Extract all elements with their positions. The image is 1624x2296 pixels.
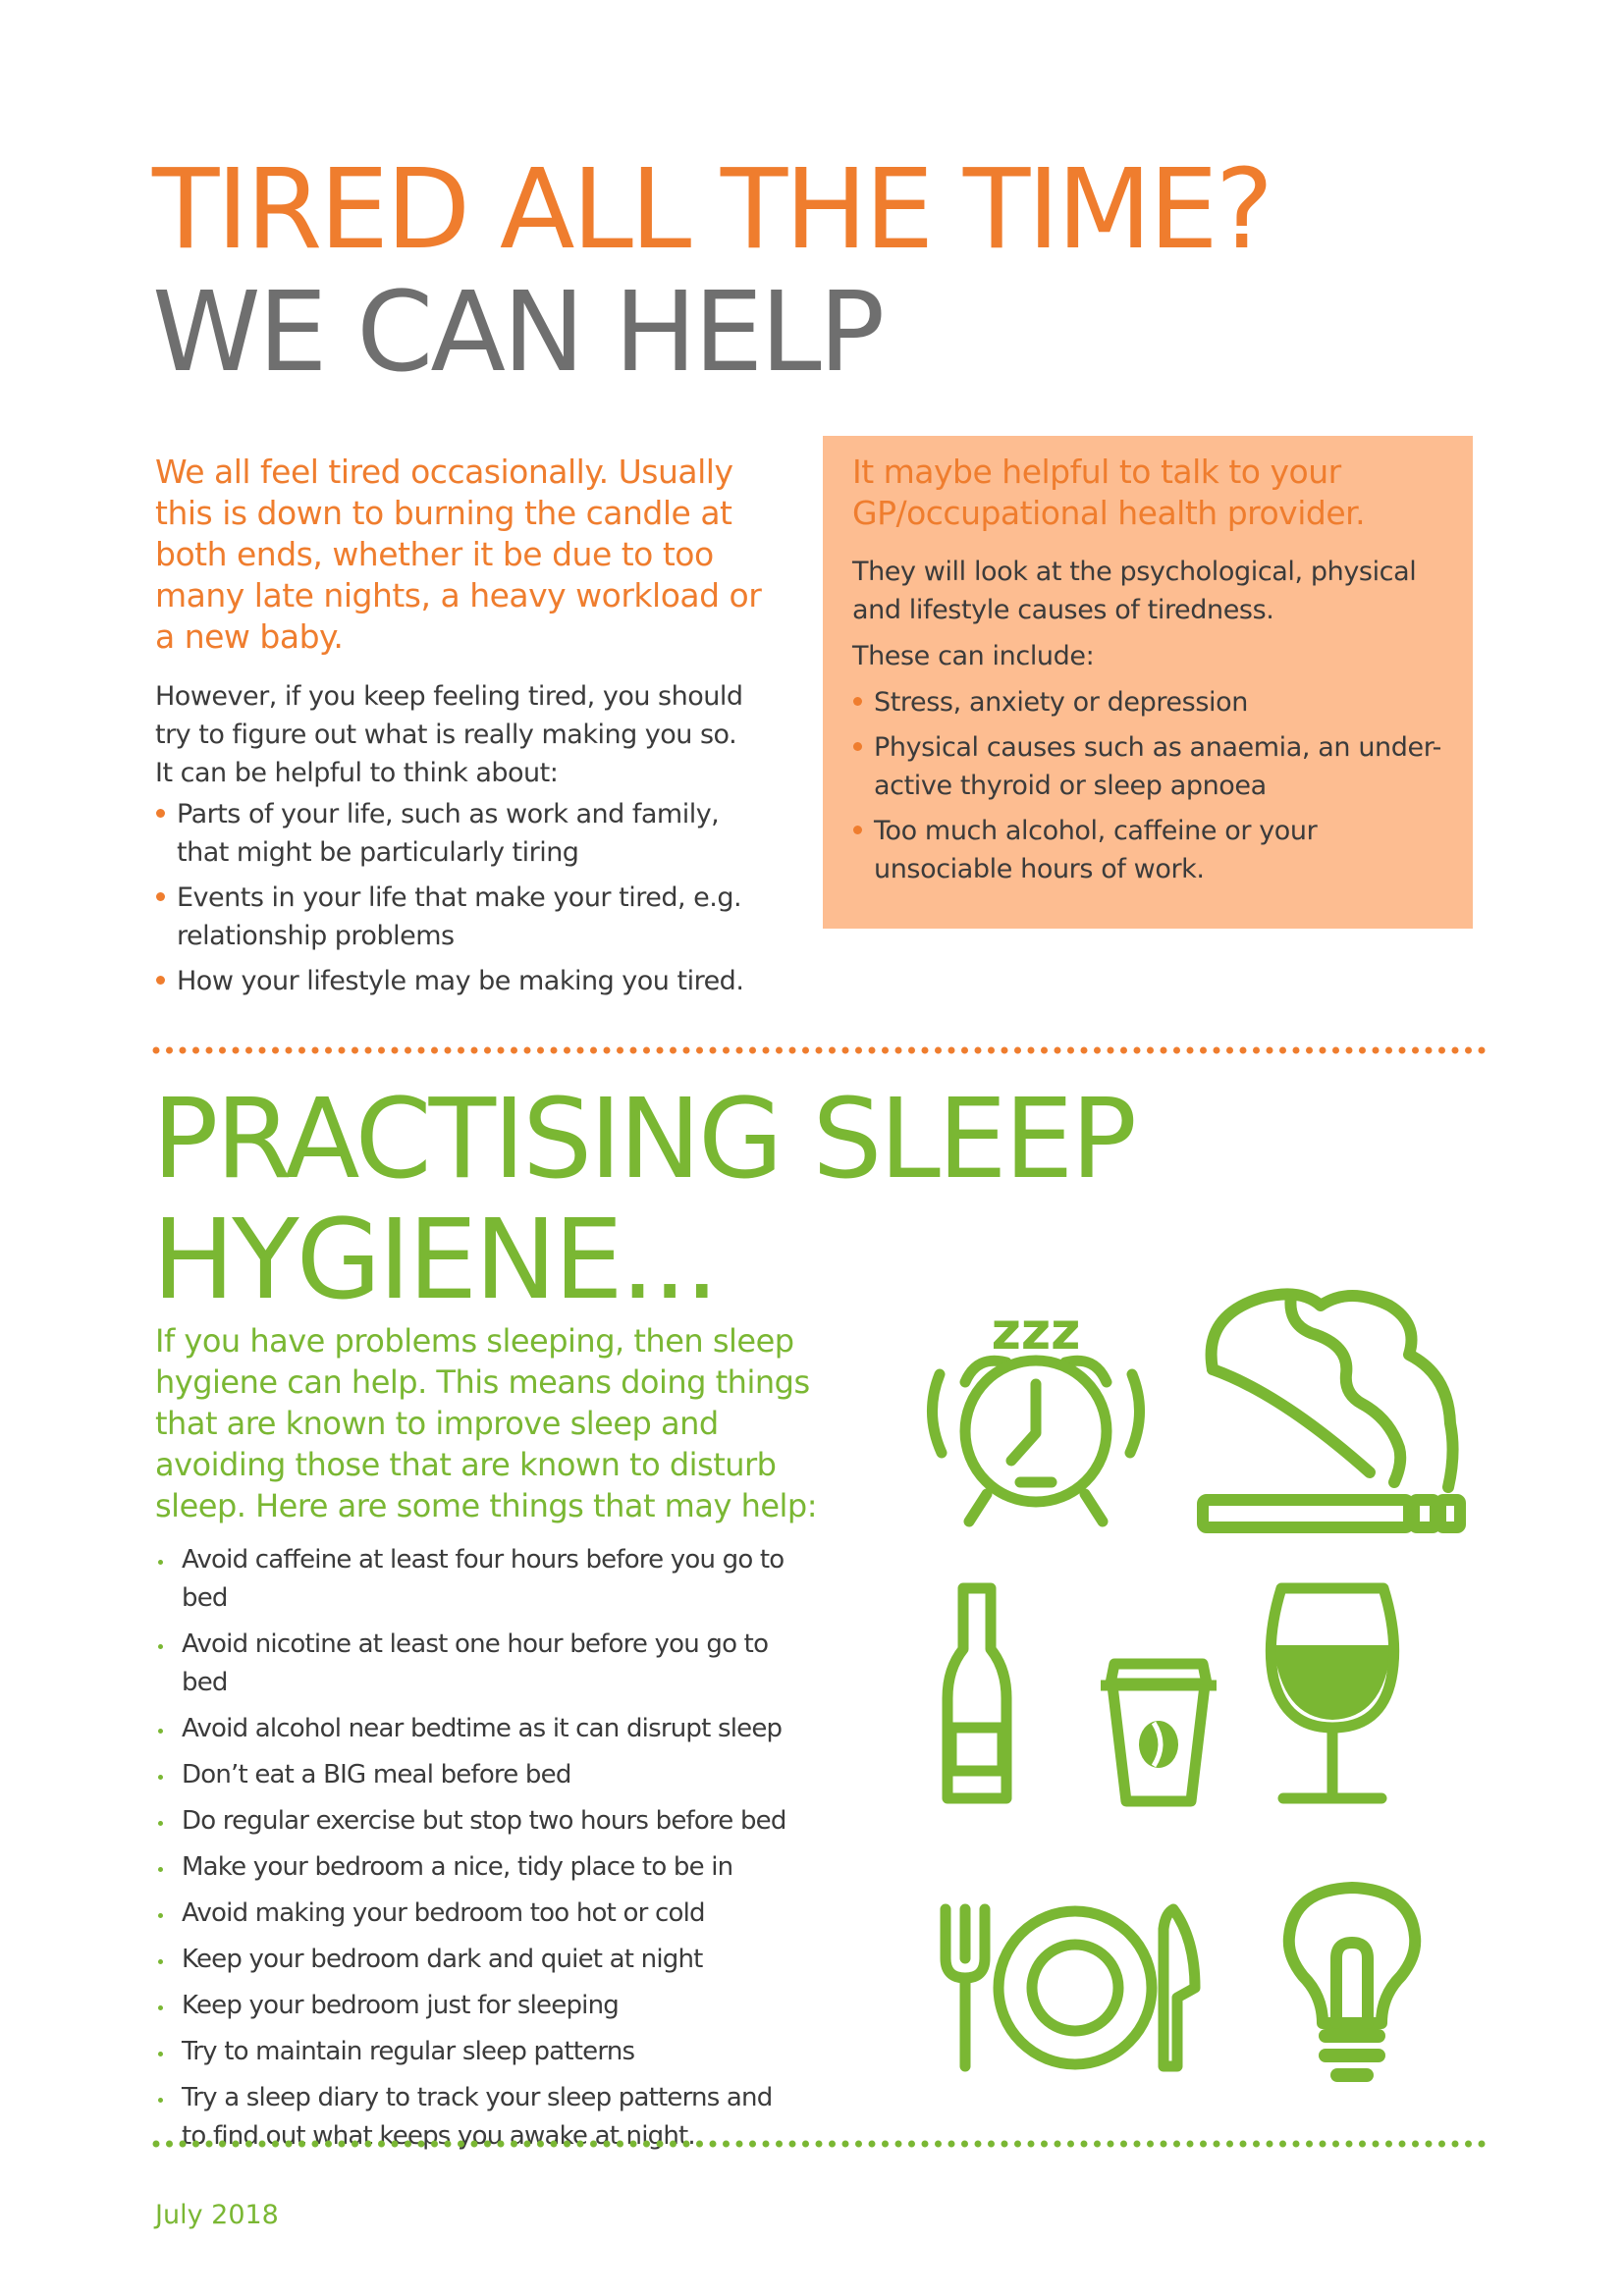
- list-item: How your lifestyle may be making you tired.: [155, 962, 764, 1000]
- bullet-icon: [158, 2052, 163, 2056]
- panel-paragraph: They will look at the psychological, physical and lifestyle causes of tiredness.: [852, 557, 1417, 625]
- bullet-icon: [156, 976, 165, 985]
- bullet-icon: [158, 1644, 163, 1649]
- list-item: Parts of your life, such as work and family, that might be particularly tiring: [155, 795, 764, 872]
- list-item: Avoid making your bedroom too hot or cold: [155, 1895, 803, 1933]
- sleep-tips-list: [155, 1541, 803, 2163]
- bullet-icon: [158, 2098, 163, 2103]
- list-item: Do regular exercise but stop two hours before bed: [155, 1802, 803, 1841]
- intro-lead: We all feel tired occasionally. Usually this is down to burning the candle at both ends, whether it be due to too many late nights, a heavy workload or a new baby.: [155, 453, 762, 656]
- bullet-icon: [158, 2005, 163, 2010]
- causes-list: [852, 683, 1461, 888]
- bullet-icon: [158, 1867, 163, 1872]
- panel-body: [852, 553, 1461, 895]
- bullet-icon: [158, 1913, 163, 1918]
- bullet-icon: [158, 1775, 163, 1780]
- list-item: Keep your bedroom just for sleeping: [155, 1987, 803, 2025]
- alarm-zzz-label: zzz: [991, 1303, 1081, 1362]
- bullet-icon: [156, 809, 165, 818]
- bullet-icon: [853, 697, 862, 706]
- list-item: Too much alcohol, caffeine or your unsociable hours of work.: [852, 812, 1461, 888]
- list-item: Avoid caffeine at least four hours before you go to bed: [155, 1541, 803, 1618]
- list-item: Stress, anxiety or depression: [852, 683, 1461, 721]
- dotted-divider: [152, 1046, 1488, 1054]
- footer-date: July 2018: [155, 2200, 279, 2230]
- list-item: Keep your bedroom dark and quiet at night: [155, 1941, 803, 1979]
- intro-body: However, if you keep feeling tired, you should try to figure out what is really making you so. It can be helpful to think about:: [155, 681, 743, 788]
- light-bulb-icon: [1281, 1880, 1424, 2086]
- bullet-icon: [158, 1729, 163, 1734]
- sleep-intro: If you have problems sleeping, then sleep hygiene can help. This means doing things that are known to improve sleep and avoiding those that are known to disturb sleep. Here are some things that may help:: [155, 1322, 818, 1524]
- alarm-clock-icon: [918, 1303, 1154, 1551]
- wine-glass-icon: [1262, 1580, 1404, 1811]
- page-title: TIRED ALL THE TIME?: [152, 146, 1272, 274]
- plate-cutlery-icon: [938, 1899, 1203, 2076]
- bullet-icon: [853, 742, 862, 751]
- list-item: Try to maintain regular sleep patterns: [155, 2033, 803, 2071]
- bullet-icon: [156, 892, 165, 901]
- bullet-icon: [158, 1959, 163, 1964]
- bullet-icon: [158, 1821, 163, 1826]
- list-item: Events in your life that make your tired, e.g. relationship problems: [155, 879, 764, 955]
- list-item: Don’t eat a BIG meal before bed: [155, 1756, 803, 1794]
- section-title-continued: HYGIENE...: [152, 1197, 717, 1324]
- coffee-cup-icon: [1095, 1654, 1222, 1811]
- list-item: Physical causes such as anaemia, an under-active thyroid or sleep apnoea: [852, 728, 1461, 805]
- list-item: Avoid alcohol near bedtime as it can disrupt sleep: [155, 1710, 803, 1748]
- page-subtitle: WE CAN HELP: [152, 269, 883, 397]
- cigarette-icon: [1193, 1276, 1473, 1541]
- dotted-divider: [152, 2140, 1488, 2148]
- list-item: Try a sleep diary to track your sleep patterns and to find out what keeps you awake at night.: [155, 2079, 803, 2156]
- tiredness-factors-list: [155, 795, 764, 1007]
- bullet-icon: [158, 1560, 163, 1565]
- bullet-icon: [853, 826, 862, 834]
- panel-heading: It maybe helpful to talk to your GP/occupational health provider.: [852, 453, 1366, 532]
- section-title: PRACTISING SLEEP: [152, 1076, 1134, 1203]
- bottle-icon: [938, 1580, 1016, 1806]
- list-item: Make your bedroom a nice, tidy place to be in: [155, 1848, 803, 1887]
- panel-paragraph: These can include:: [852, 641, 1095, 671]
- list-item: Avoid nicotine at least one hour before you go to bed: [155, 1626, 803, 1702]
